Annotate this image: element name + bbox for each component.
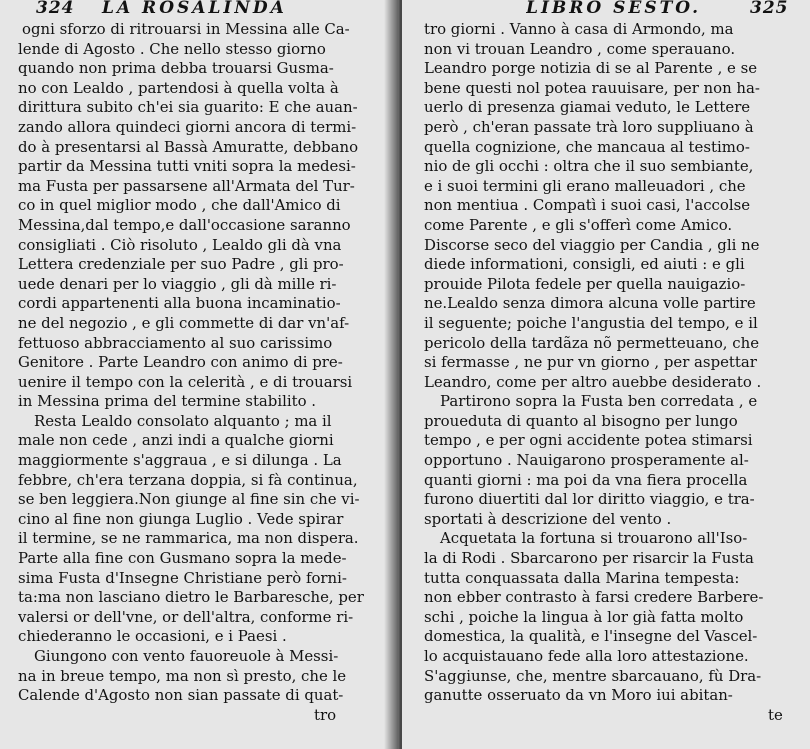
- text-line: furono diuertiti dal lor diritto viaggio, e tra-: [424, 490, 755, 509]
- catchword: tro: [314, 705, 337, 724]
- left-page-text: [18, 20, 398, 725]
- text-line: Genitore . Parte Leandro con animo di pre-: [18, 353, 343, 372]
- text-line: ogni sforzo di ritrouarsi in Messina alle Ca-: [22, 20, 350, 38]
- text-line: quanti giorni : ma poi da vna fiera procella: [424, 470, 748, 489]
- text-line: Resta Lealdo consolato alquanto ; ma il: [34, 411, 332, 430]
- text-line: quella cognizione, che mancaua al testimo-: [424, 137, 750, 156]
- left-page-header: [36, 0, 376, 20]
- text-line: bene questi nol potea rauuisare, per non ha-: [424, 78, 760, 97]
- text-line: il seguente; poiche l'angustia del tempo, e il: [424, 313, 758, 332]
- text-line: S'aggiunse, che, mentre sbarcauano, fù Dra-: [424, 666, 762, 685]
- text-line: non ebber contrasto à farsi credere Barbere-: [424, 588, 764, 607]
- text-line: Calende d'Agosto non sian passate di quat-: [18, 686, 344, 705]
- text-line: opportuno . Nauigarono prosperamente al-: [424, 451, 749, 470]
- text-line: partir da Messina tutti vniti sopra la medesi-: [18, 157, 356, 176]
- text-line: diede informationi, consigli, ed aiuti : e gli: [424, 255, 745, 274]
- text-line: valersi or dell'vne, or dell'altra, conforme ri-: [18, 607, 354, 626]
- text-line: schi , poiche la lingua à lor già fatta molto: [424, 607, 744, 626]
- text-line: tutta conquassata dalla Marina tempesta:: [424, 568, 740, 587]
- text-line: chiederanno le occasioni, e i Paesi .: [18, 627, 287, 646]
- text-line: Partirono sopra la Fusta ben corredata , e: [440, 392, 758, 411]
- right-page: [402, 0, 810, 749]
- text-line: nio de gli occhi : oltra che il suo sembiante,: [424, 157, 754, 176]
- text-line: zando allora quindeci giorni ancora di termi-: [18, 117, 357, 136]
- text-line: co in quel miglior modo , che dall'Amico di: [18, 196, 341, 215]
- text-line: Discorse seco del viaggio per Candia , gli ne: [424, 235, 760, 254]
- text-line: tro giorni . Vanno à casa di Armondo, ma: [424, 20, 734, 38]
- text-line: pericolo della tardãza nõ permetteuano, che: [424, 333, 760, 352]
- text-line: fettuoso abbracciamento al suo carissimo: [18, 333, 333, 352]
- text-line: maggiormente s'aggraua , e si dilunga . La: [18, 451, 342, 470]
- text-line: la di Rodi . Sbarcarono per risarcir la Fusta: [424, 549, 754, 568]
- text-line: lo acquistauano fede alla loro attestazione.: [424, 647, 749, 665]
- text-line: Messina,dal tempo,e dall'occasione saranno: [18, 215, 351, 234]
- text-line: Parte alla fine con Gusmano sopra la mede-: [18, 549, 347, 568]
- text-line: se ben leggiera.Non giunge al fine sin che vi-: [18, 490, 360, 509]
- text-line: proueduta di quanto al bisogno per lungo: [424, 411, 738, 430]
- text-line: uerlo di presenza giamai veduto, le Lettere: [424, 98, 751, 117]
- text-line: si fermasse , ne pur vn giorno , per aspettar: [424, 353, 757, 372]
- text-line: cordi appartenenti alla buona incaminatio-: [18, 294, 341, 313]
- text-line: lende di Agosto . Che nello stesso giorno: [18, 39, 326, 58]
- text-line: male non cede , anzi indi a qualche giorni: [18, 431, 334, 450]
- text-line: ne.Lealdo senza dimora alcuna volle partire: [424, 294, 756, 313]
- left-page-number: 324: [36, 0, 75, 18]
- text-line: Leandro porge notizia di se al Parente , e se: [424, 59, 758, 78]
- text-line: uede denari per lo viaggio , gli dà mille ri-: [18, 274, 337, 293]
- text-line: però , ch'eran passate trà loro suppliuano à: [424, 117, 754, 136]
- text-line: no con Lealdo , partendosi à quella volta à: [18, 78, 339, 97]
- text-line: ma Fusta per passarsene all'Armata del Tur-: [18, 176, 355, 195]
- text-line: ta:ma non lasciano dietro le Barbaresche, per: [18, 588, 364, 607]
- text-line: consigliati . Ciò risoluto , Lealdo gli dà vna: [18, 235, 342, 254]
- right-page-header: [526, 0, 796, 20]
- text-line: Lettera credenziale per suo Padre , gli pro-: [18, 255, 344, 274]
- left-running-head: LA ROSALINDA: [102, 0, 287, 18]
- text-line: do à presentarsi al Bassà Amuratte, debbano: [18, 137, 359, 156]
- text-line: il termine, se ne rammarica, ma non dispera.: [18, 529, 359, 548]
- text-line: domestica, la qualità, e l'insegne del Vascel-: [424, 627, 758, 646]
- text-line: sportati à descrizione del vento .: [424, 509, 672, 528]
- right-running-head: LIBRO SESTO.: [526, 0, 702, 18]
- text-line: non vi trouan Leandro , come sperauano.: [424, 39, 736, 58]
- text-line: ne del negozio , e gli commette di dar vn'af-: [18, 313, 350, 332]
- text-line: Giungono con vento fauoreuole à Messi-: [34, 647, 339, 665]
- text-line: cino al fine non giunga Luglio . Vede spirar: [18, 509, 344, 528]
- text-line: ganutte osseruato da vn Moro iui abitan-: [424, 686, 733, 705]
- text-line: febbre, ch'era terzana doppia, si fà continua,: [18, 470, 358, 489]
- text-line: non mentiua . Compatì i suoi casi, l'accolse: [424, 196, 751, 215]
- text-line: sima Fusta d'Insegne Christiane però forni-: [18, 568, 347, 587]
- text-line: tempo , e per ogni accidente potea stimarsi: [424, 431, 753, 450]
- text-line: quando non prima debba trouarsi Gusma-: [18, 59, 334, 78]
- text-line: in Messina prima del termine stabilito .: [18, 392, 317, 411]
- text-line: Leandro, come per altro auebbe desiderato .: [424, 372, 762, 391]
- text-line: prouide Pilota fedele per quella nauigazio-: [424, 274, 746, 293]
- catchword: te: [768, 705, 783, 724]
- text-line: Acquetata la fortuna si trouarono all'Iso-: [440, 529, 748, 548]
- right-page-number: 325: [750, 0, 789, 18]
- right-page-text: [424, 20, 810, 725]
- text-line: come Parente , e gli s'offerì come Amico.: [424, 215, 733, 234]
- left-page: [0, 0, 398, 749]
- text-line: na in breue tempo, ma non sì presto, che le: [18, 666, 347, 685]
- text-line: dirittura subito ch'ei sia guarito: E che auan-: [18, 98, 358, 117]
- text-line: uenire il tempo con la celerità , e di trouarsi: [18, 372, 353, 391]
- text-line: e i suoi termini gli erano malleuadori , che: [424, 176, 746, 195]
